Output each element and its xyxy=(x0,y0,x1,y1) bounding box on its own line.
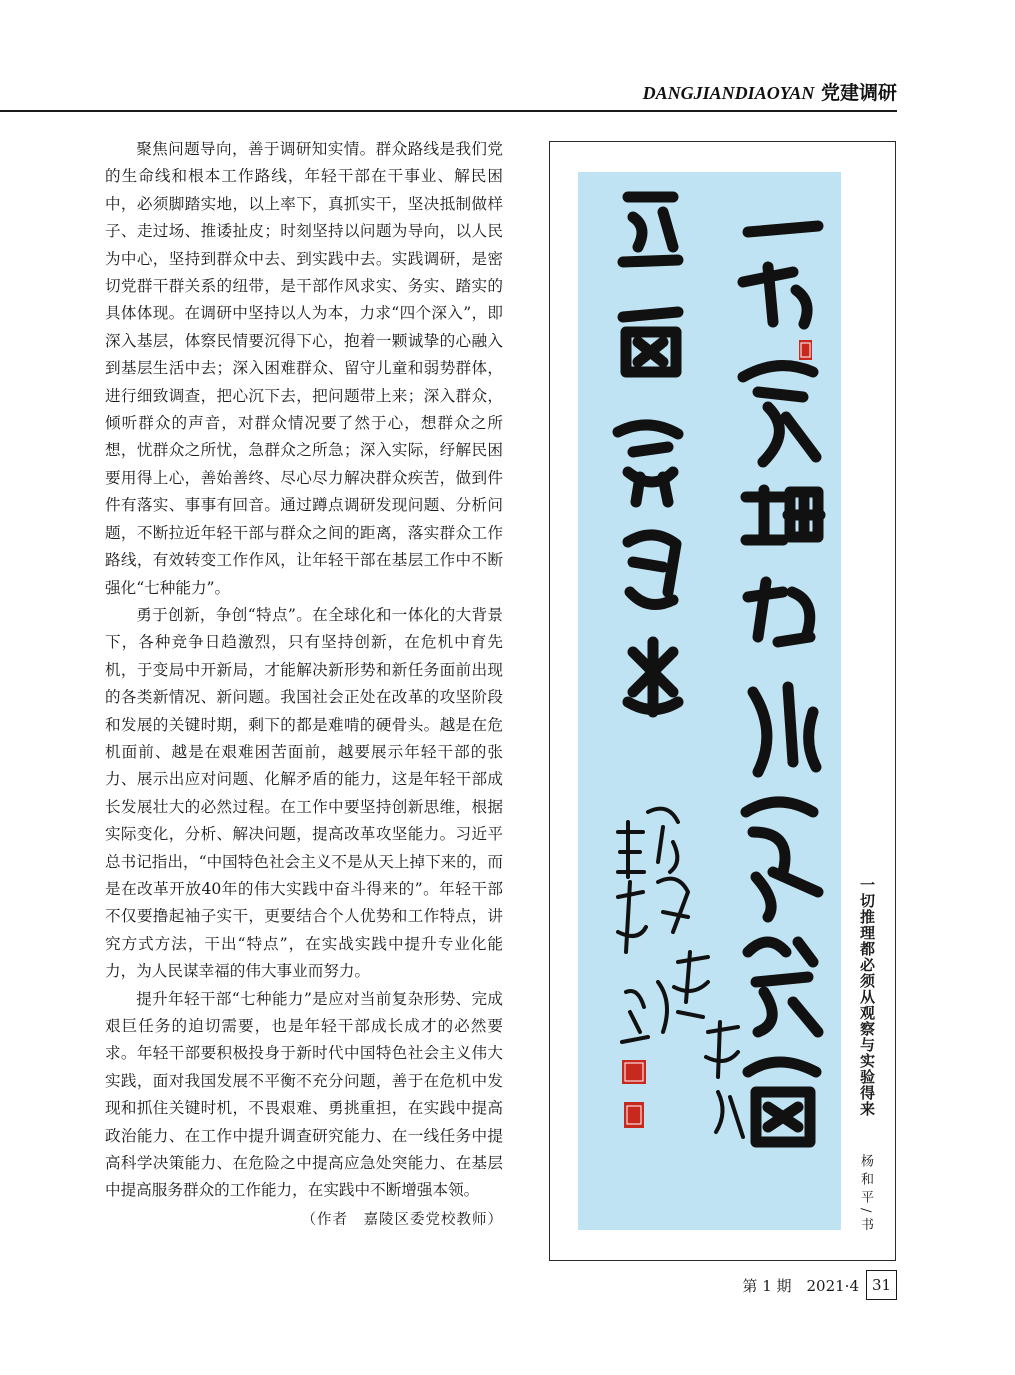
paragraph: 聚焦问题导向，善于调研知实情。群众路线是我们党的生命线和根本工作路线，年轻干部在干事业、解民困中，必须脚踏实地，以上率下，真抓实干，坚决抵制做样子、走过场、推诿扯皮；时刻坚持以问题为导向，以人民为中心，坚持到群众中去、到实践中去。实践调研，是密切党群干群关系的纽带，是干部作风求实、务实、踏实的具体体现。在调研中坚持以人为本，力求“四个深入”，即深入基层，体察民情要沉得下心，抱着一颗诚挚的心融入到基层生活中去；深入困难群众、留守儿童和弱势群体，进行细致调查，把心沉下去，把问题带上来；深入群众，倾听群众的声音，对群众情况要了然于心，想群众之所想，忧群众之所忧，急群众之所急；深入实际，纾解民困要用得上心，善始善终、尽心尽力解决群众疾苦，做到件件有落实、事事有回音。通过蹲点调研发现问题、分析问题，不断拉近年轻干部与群众之间的距离，落实群众工作路线，有效转变工作作风，让年轻干部在基层工作中不断强化“七种能力”。 xyxy=(105,140,503,597)
header-title-en: DANGJIANDIAOYAN xyxy=(642,83,815,103)
paragraph: 勇于创新，争创“特点”。在全球化和一体化的大背景下，各种竞争日趋激烈，只有坚持创新，在危机中育先机，于变局中开新局，才能解决新形势和新任务面前出现的各类新情况、新问题。我国社会正处在改革的攻坚阶段和发展的关键时期，剩下的都是难啃的硬骨头。越是在危机面前、越是在艰难困苦面前，越要展示年轻干部的张力、展示出应对问题、化解矛盾的能力，这是年轻干部成长发展壮大的必然过程。在工作中要坚持创新思维，根据实际变化，分析、解决问题，提高改革攻坚能力。习近平总书记指出，“中国特色社会主义不是从天上掉下来的，而是在改革开放40年的伟大实践中奋斗得来的”。年轻干部不仅要撸起袖子实干，更要结合个人优势和工作特点，讲究方式方法，干出“特点”，在实战实践中提升专业化能力，为人民谋幸福的伟大事业而努力。 xyxy=(105,605,503,981)
header-title-cn: 党建调研 xyxy=(820,82,897,104)
calligraphy-scroll xyxy=(578,172,841,1230)
seal-stamp-middle xyxy=(622,1060,646,1084)
issue-label: 第 1 期 2021·4 xyxy=(742,1277,859,1295)
running-header xyxy=(0,76,897,112)
artwork-caption-author: 杨和平/书 xyxy=(858,1154,873,1236)
calligraphy-artwork xyxy=(549,141,896,1261)
article-body xyxy=(105,136,503,1234)
main-column-right xyxy=(743,226,820,1142)
main-column-left xyxy=(618,197,678,712)
paragraph: 提升年轻干部“七种能力”是应对当前复杂形势、完成艰巨任务的迫切需要，也是年轻干部成长成才的必然要求。年轻干部要积极投身于新时代中国特色社会主义伟大实践，面对我国发展不平衡不充分问题，善于在危机中发现和抓住关键时机，不畏艰难、勇挑重担，在实践中提高政治能力、在工作中提升调查研究能力、在一线任务中提高科学决策能力、在危险之中提高应急处突能力、在基层中提高服务群众的工作能力，在实践中不断增强本领。 xyxy=(105,989,503,1200)
page-footer xyxy=(735,1270,897,1302)
page-number: 31 xyxy=(866,1270,897,1300)
author-byline: （作者 嘉陵区委党校教师） xyxy=(301,1211,503,1228)
header-title xyxy=(643,78,897,105)
inscription xyxy=(618,809,743,1137)
calligraphy-image xyxy=(578,172,841,1230)
artwork-caption-title: 一切推理都必须从观察与实验得来 xyxy=(858,877,876,1117)
